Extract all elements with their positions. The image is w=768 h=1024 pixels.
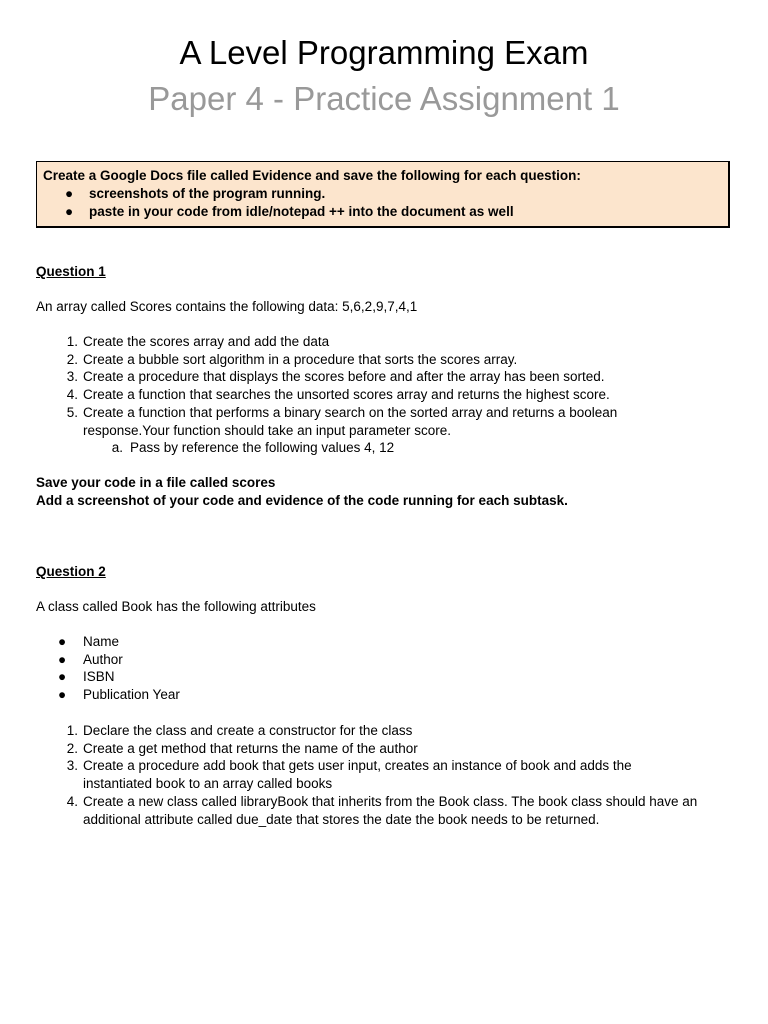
instructions-callout [36, 161, 730, 228]
list-number: 2. [66, 351, 78, 367]
list-item-text: Name [83, 634, 120, 649]
document-title: A Level Programming Exam [179, 34, 589, 71]
question1-task-list [36, 333, 736, 457]
list-item-text: Create a function that performs a binary search on the sorted array and returns a boolean response.Your function should take an input parameter score. [83, 404, 618, 438]
list-item-text: Create a function that searches the unsorted scores array and returns the highest score. [83, 387, 610, 403]
list-item [36, 740, 736, 758]
list-number: 1. [66, 723, 78, 738]
list-item [36, 404, 736, 457]
list-item [36, 757, 736, 792]
bullet-icon: ● [65, 204, 74, 219]
list-item [36, 793, 736, 828]
sublist-item-text: Pass by reference the following values 4, 12 [130, 440, 395, 456]
list-item-text: Create a procedure add book that gets user input, creates an instance of book and adds the instantiated book to an array called books [83, 758, 632, 792]
list-item-text: Author [83, 651, 123, 667]
list-number: 3. [66, 758, 78, 774]
sublist-letter: a. [111, 440, 123, 456]
question2-intro: A class called Book has the following attributes [36, 599, 316, 614]
list-item-text: Create a get method that returns the name of the author [83, 740, 418, 756]
list-number: 2. [66, 740, 78, 756]
list-item [36, 651, 736, 669]
callout-bullet-text: paste in your code from idle/notepad ++ into the document as well [89, 204, 514, 219]
question1-sublist [83, 439, 676, 457]
list-number: 3. [66, 369, 78, 385]
question1-heading: Question 1 [36, 264, 106, 279]
save-note: Save your code in a file called scores [36, 475, 276, 490]
question1-intro: An array called Scores contains the following data: 5,6,2,9,7,4,1 [36, 299, 418, 314]
screenshot-note: Add a screenshot of your code and evidence of the code running for each subtask. [36, 493, 568, 508]
bullet-icon: ● [58, 634, 67, 649]
question2-attribute-list [36, 633, 736, 704]
bullet-icon: ● [58, 687, 67, 703]
bullet-icon: ● [58, 651, 67, 667]
list-item [36, 668, 736, 686]
list-item-text: Create a bubble sort algorithm in a procedure that sorts the scores array. [83, 351, 518, 367]
list-number: 4. [66, 387, 78, 403]
list-number: 4. [66, 793, 78, 809]
list-item [36, 368, 736, 386]
callout-bullet-list [43, 185, 722, 221]
bullet-icon: ● [65, 186, 74, 201]
question2-task-list [36, 722, 736, 828]
list-item-text: Create a new class called libraryBook that inherits from the Book class. The book class should have an additional attribute called due_date that stores the date the book needs to be returned. [83, 793, 698, 827]
list-item-text: Publication Year [83, 687, 180, 703]
list-item-text: ISBN [83, 669, 115, 685]
list-item-text: Create a procedure that displays the scores before and after the array has been sorted. [83, 369, 605, 385]
list-number: 1. [66, 334, 78, 349]
callout-bullet-item [43, 203, 722, 221]
list-item [36, 633, 736, 651]
sublist-item [83, 439, 676, 457]
list-item [36, 333, 736, 351]
list-item [36, 386, 736, 404]
question2-heading: Question 2 [36, 564, 106, 579]
callout-bullet-item [43, 185, 722, 203]
callout-bullet-text: screenshots of the program running. [89, 186, 326, 201]
list-item [36, 686, 736, 704]
document-subtitle: Paper 4 - Practice Assignment 1 [148, 80, 620, 117]
bullet-icon: ● [58, 669, 67, 685]
list-item-text: Create the scores array and add the data [83, 334, 330, 349]
list-number: 5. [66, 404, 78, 420]
callout-intro: Create a Google Docs file called Evidence and save the following for each question: [43, 168, 581, 183]
list-item [36, 351, 736, 369]
list-item [36, 722, 736, 740]
list-item-text: Declare the class and create a constructor for the class [83, 723, 413, 738]
